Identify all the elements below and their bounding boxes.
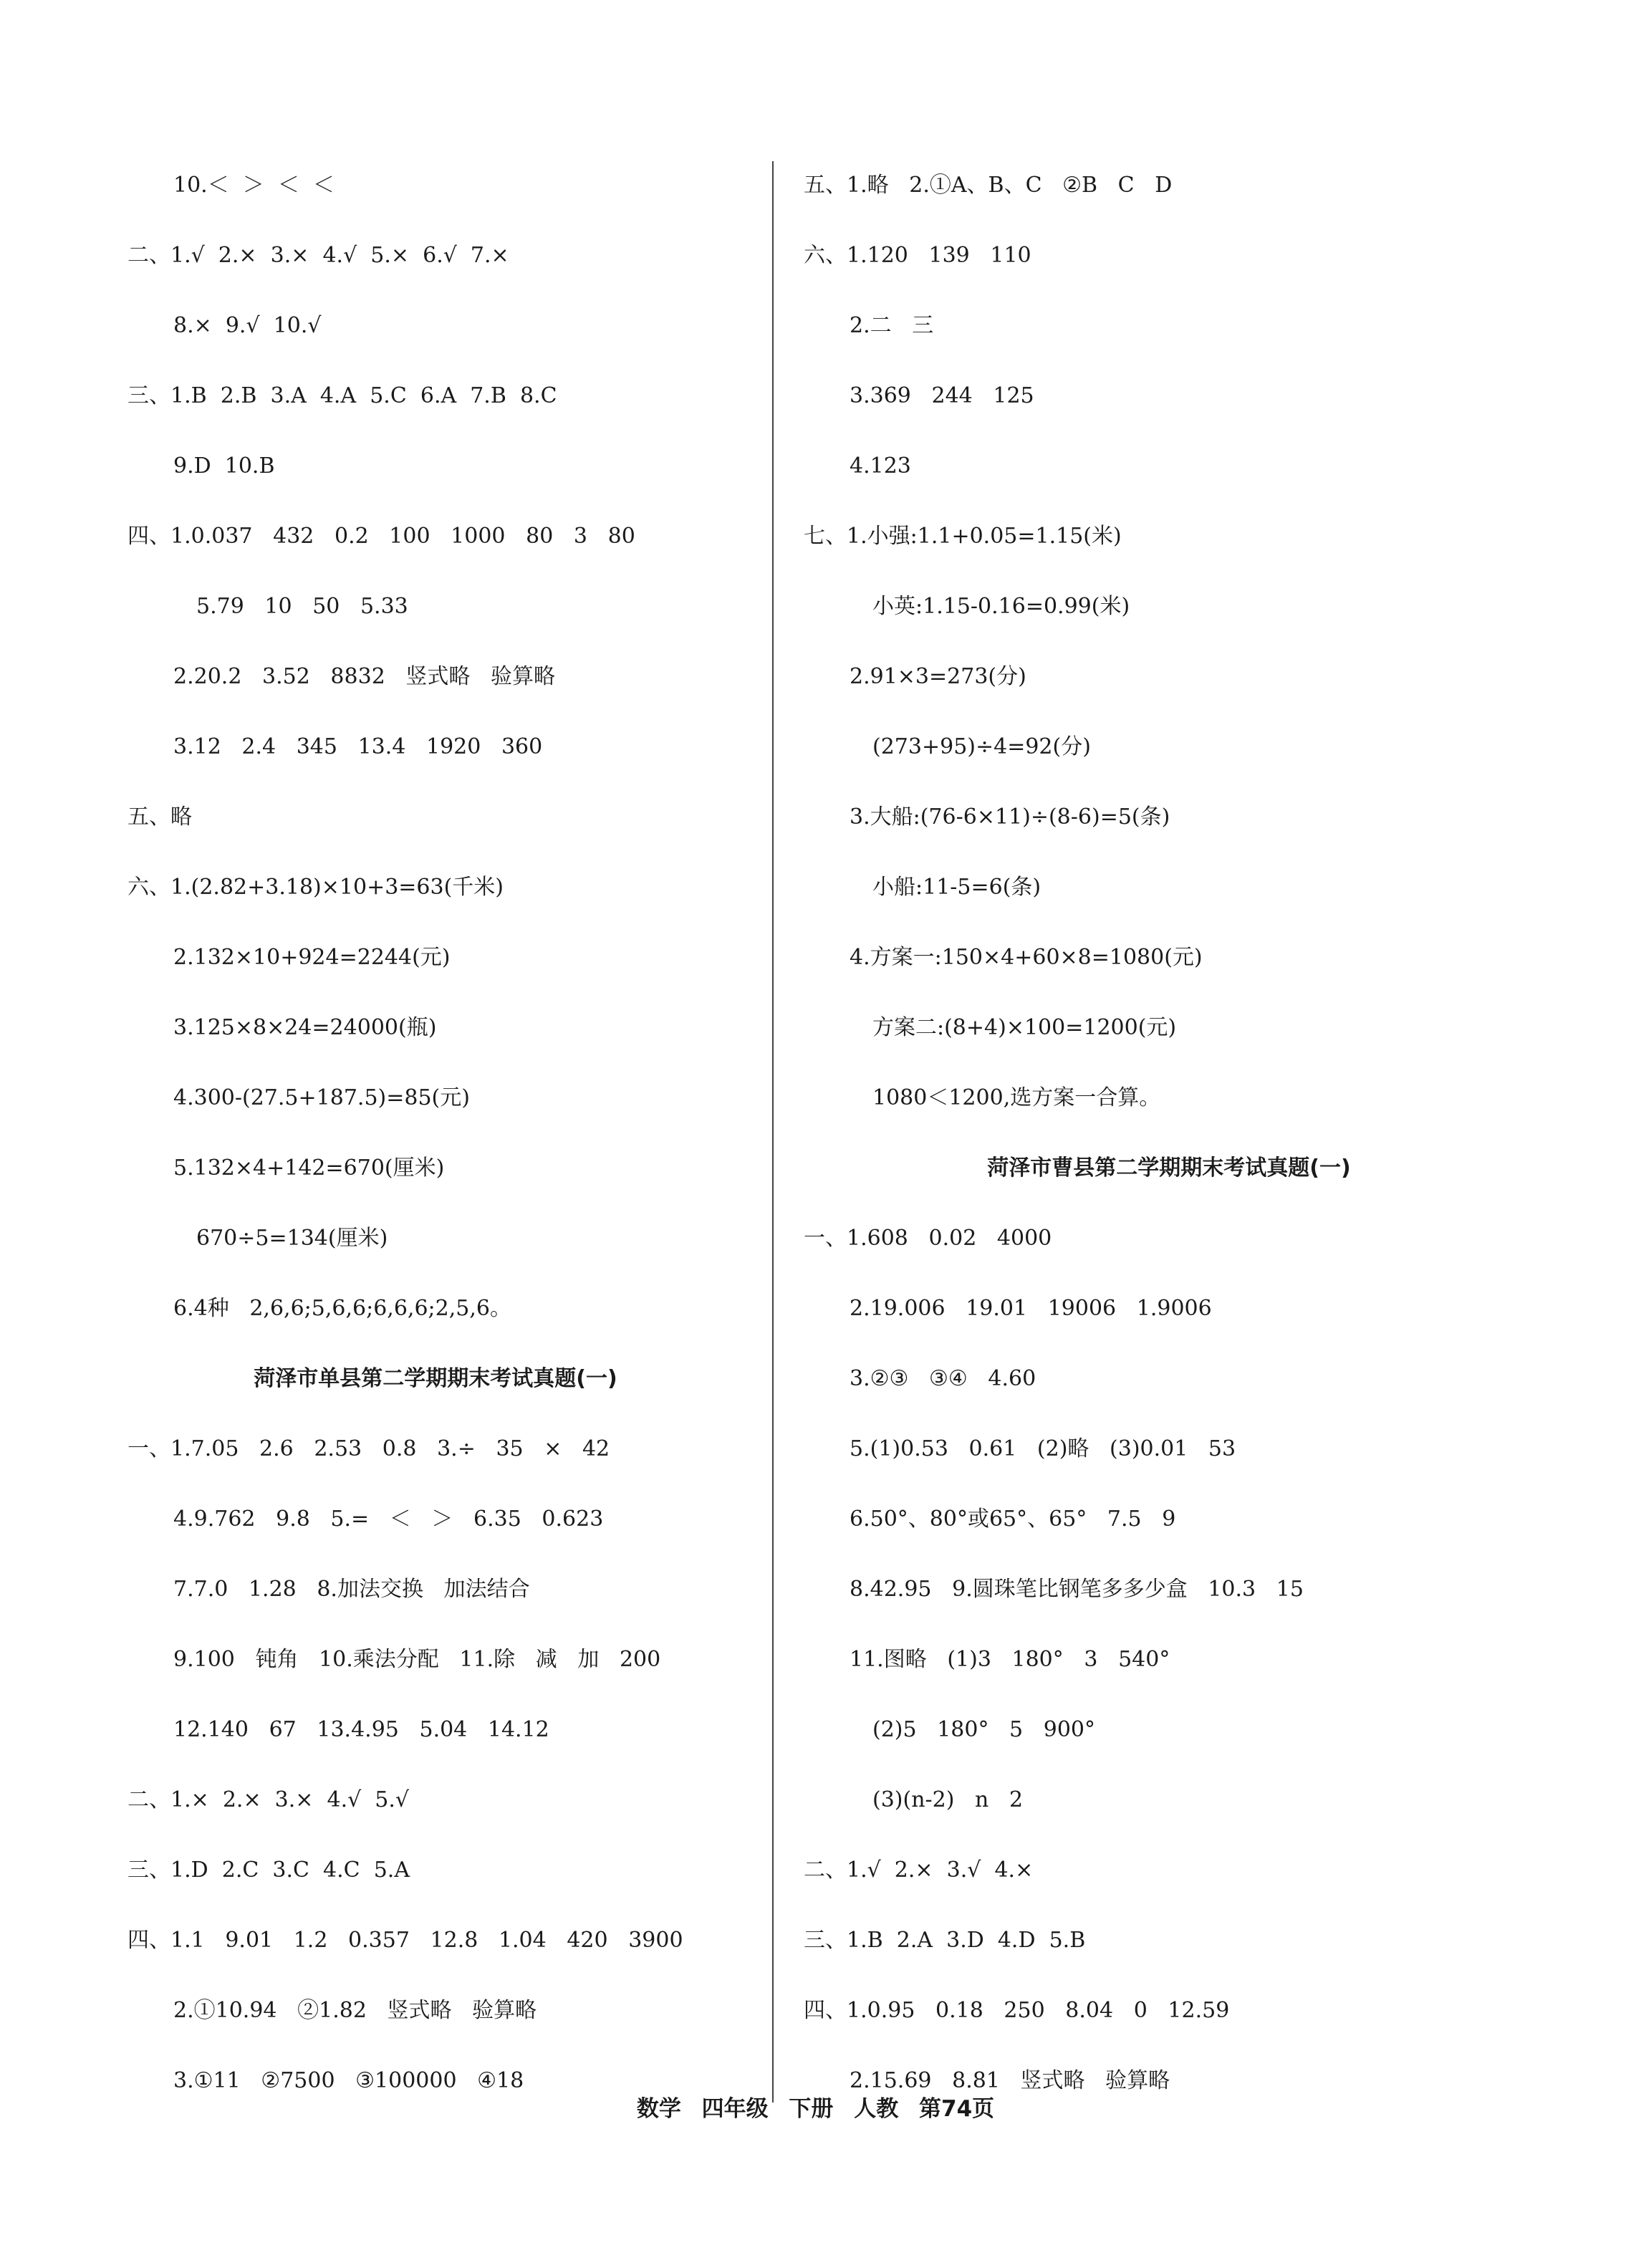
- answer-line: 一、1.7.05 2.6 2.53 0.8 3.÷ 35 × 42: [128, 1436, 610, 1461]
- answer-line: 2.二 三: [850, 313, 934, 338]
- answer-line: 1080＜1200,选方案一合算。: [872, 1085, 1161, 1110]
- answer-line: 2.19.006 19.01 19006 1.9006: [850, 1296, 1212, 1321]
- answer-line: (3)(n-2) n 2: [872, 1787, 1024, 1812]
- answer-line: 9.D 10.B: [173, 453, 275, 479]
- answer-line: 4.123: [850, 453, 911, 479]
- answer-line: 12.140 67 13.4.95 5.04 14.12: [173, 1717, 549, 1742]
- answer-line: 8.× 9.√ 10.√: [173, 313, 322, 338]
- answer-line: 4.方案一:150×4+60×8=1080(元): [850, 945, 1203, 970]
- answer-line: 五、略: [128, 804, 192, 830]
- answer-line: 四、1.0.037 432 0.2 100 1000 80 3 80: [128, 524, 635, 549]
- answer-line: 6.50°、80°或65°、65° 7.5 9: [850, 1507, 1176, 1532]
- answer-line: 670÷5=134(厘米): [196, 1226, 388, 1251]
- answer-line: 2.91×3=273(分): [850, 664, 1026, 689]
- answer-line: 5.79 10 50 5.33: [196, 594, 408, 619]
- answer-line: 5.(1)0.53 0.61 (2)略 (3)0.01 53: [850, 1436, 1236, 1461]
- answer-line: 11.图略 (1)3 180° 3 540°: [850, 1647, 1170, 1672]
- answer-line: (2)5 180° 5 900°: [872, 1717, 1096, 1742]
- answer-line: 4.300-(27.5+187.5)=85(元): [173, 1085, 470, 1110]
- answer-line: 七、1.小强:1.1+0.05=1.15(米): [804, 524, 1122, 549]
- answer-line: 2.20.2 3.52 8832 竖式略 验算略: [173, 664, 555, 689]
- answer-line: 3.369 244 125: [850, 383, 1034, 408]
- answer-line: 三、1.B 2.A 3.D 4.D 5.B: [804, 1928, 1086, 1953]
- answer-line: 方案二:(8+4)×100=1200(元): [872, 1015, 1177, 1040]
- answer-line: 小英:1.15-0.16=0.99(米): [872, 594, 1130, 619]
- answer-line: 3.②③ ③④ 4.60: [850, 1366, 1036, 1391]
- answer-line: 8.42.95 9.圆珠笔比钢笔多多少盒 10.3 15: [850, 1577, 1304, 1602]
- left-answer-column: [128, 150, 744, 2116]
- answer-line: 9.100 钝角 10.乘法分配 11.除 减 加 200: [173, 1647, 661, 1672]
- column-divider: [772, 161, 774, 2103]
- answer-line: 3.①11 ②7500 ③100000 ④18: [173, 2068, 524, 2093]
- answer-line: 六、1.(2.82+3.18)×10+3=63(千米): [128, 875, 504, 900]
- answer-line: 小船:11-5=6(条): [872, 875, 1041, 900]
- answer-line: 二、1.√ 2.× 3.√ 4.×: [804, 1858, 1034, 1883]
- section-heading: 菏泽市曹县第二学期期末考试真题(一): [987, 1155, 1351, 1181]
- right-answer-column: [804, 150, 1534, 2116]
- answer-line: (273+95)÷4=92(分): [872, 734, 1091, 759]
- answer-line: 二、1.× 2.× 3.× 4.√ 5.√: [128, 1787, 410, 1812]
- answer-line: 六、1.120 139 110: [804, 243, 1031, 268]
- answer-line: 3.125×8×24=24000(瓶): [173, 1015, 437, 1040]
- answer-line: 3.大船:(76-6×11)÷(8-6)=5(条): [850, 804, 1170, 830]
- answer-line: 2.132×10+924=2244(元): [173, 945, 451, 970]
- section-heading: 菏泽市单县第二学期期末考试真题(一): [254, 1366, 617, 1391]
- answer-line: 一、1.608 0.02 4000: [804, 1226, 1052, 1251]
- answer-line: 二、1.√ 2.× 3.× 4.√ 5.× 6.√ 7.×: [128, 243, 509, 268]
- page-footer: 数学 四年级 下册 人教 第74页: [636, 2096, 995, 2122]
- answer-line: 2.15.69 8.81 竖式略 验算略: [850, 2068, 1170, 2093]
- answer-line: 3.12 2.4 345 13.4 1920 360: [173, 734, 543, 759]
- answer-line: 五、1.略 2.①A、B、C ②B C D: [804, 173, 1173, 198]
- answer-line: 三、1.B 2.B 3.A 4.A 5.C 6.A 7.B 8.C: [128, 383, 557, 408]
- answer-line: 5.132×4+142=670(厘米): [173, 1155, 445, 1181]
- answer-line: 10.＜ ＞ ＜ ＜: [173, 173, 335, 198]
- answer-line: 7.7.0 1.28 8.加法交换 加法结合: [173, 1577, 530, 1602]
- answer-line: 四、1.1 9.01 1.2 0.357 12.8 1.04 420 3900: [128, 1928, 683, 1953]
- answer-line: 四、1.0.95 0.18 250 8.04 0 12.59: [804, 1998, 1230, 2023]
- answer-line: 4.9.762 9.8 5.= ＜ ＞ 6.35 0.623: [173, 1507, 604, 1532]
- answer-line: 2.①10.94 ②1.82 竖式略 验算略: [173, 1998, 537, 2023]
- answer-line: 三、1.D 2.C 3.C 4.C 5.A: [128, 1858, 410, 1883]
- answer-line: 6.4种 2,6,6;5,6,6;6,6,6;2,5,6。: [173, 1296, 511, 1321]
